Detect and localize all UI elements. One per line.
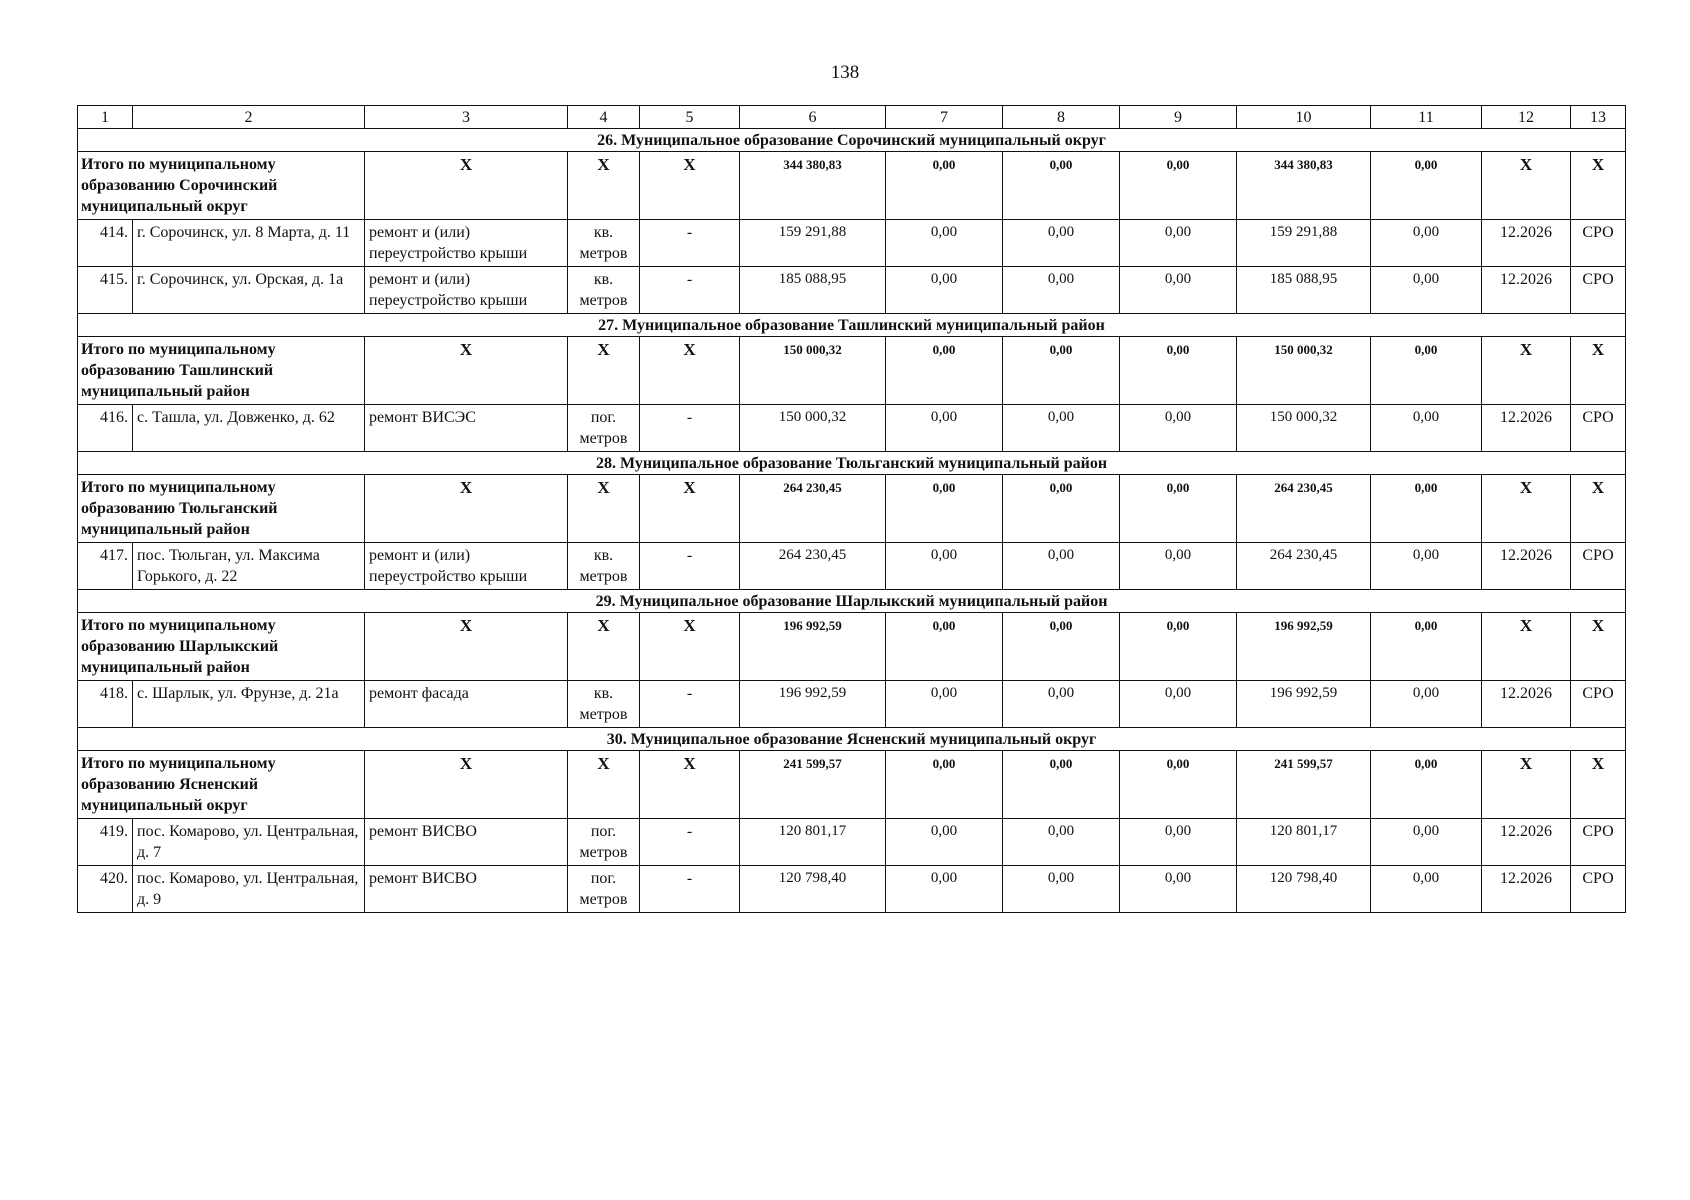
- method: СРО: [1571, 267, 1626, 314]
- total-c7: 0,00: [886, 613, 1003, 681]
- address: г. Сорочинск, ул. Орская, д. 1а: [133, 267, 365, 314]
- amount-c6: 120 801,17: [740, 819, 886, 866]
- section-title: 28. Муниципальное образование Тюльганский муниципальный район: [78, 452, 1626, 475]
- total-c5: Х: [640, 751, 740, 819]
- total-c12: Х: [1482, 613, 1571, 681]
- table-row: [78, 405, 1626, 452]
- total-c12: Х: [1482, 152, 1571, 220]
- total-c3: Х: [365, 152, 568, 220]
- unit: кв. метров: [568, 681, 640, 728]
- total-c10: 344 380,83: [1237, 152, 1371, 220]
- repair-program-table: [77, 105, 1626, 913]
- total-c8: 0,00: [1003, 152, 1120, 220]
- total-c6: 344 380,83: [740, 152, 886, 220]
- table-row: [78, 681, 1626, 728]
- total-c7: 0,00: [886, 337, 1003, 405]
- total-c11: 0,00: [1371, 337, 1482, 405]
- total-c9: 0,00: [1120, 475, 1237, 543]
- deadline: 12.2026: [1482, 405, 1571, 452]
- amount-c11: 0,00: [1371, 405, 1482, 452]
- work-type: ремонт и (или) переустройство крыши: [365, 267, 568, 314]
- total-c9: 0,00: [1120, 337, 1237, 405]
- amount-c7: 0,00: [886, 543, 1003, 590]
- total-c10: 264 230,45: [1237, 475, 1371, 543]
- col-5: -: [640, 681, 740, 728]
- method: СРО: [1571, 220, 1626, 267]
- amount-c8: 0,00: [1003, 267, 1120, 314]
- total-c7: 0,00: [886, 152, 1003, 220]
- address: пос. Комарово, ул. Центральная, д. 7: [133, 819, 365, 866]
- section-total-row: [78, 751, 1626, 819]
- deadline: 12.2026: [1482, 220, 1571, 267]
- amount-c8: 0,00: [1003, 405, 1120, 452]
- col-5: -: [640, 543, 740, 590]
- amount-c7: 0,00: [886, 866, 1003, 913]
- section-header-row: [78, 129, 1626, 152]
- total-c7: 0,00: [886, 751, 1003, 819]
- section-header-row: [78, 728, 1626, 751]
- amount-c6: 264 230,45: [740, 543, 886, 590]
- amount-c7: 0,00: [886, 267, 1003, 314]
- address: пос. Комарово, ул. Центральная, д. 9: [133, 866, 365, 913]
- method: СРО: [1571, 543, 1626, 590]
- amount-c9: 0,00: [1120, 543, 1237, 590]
- total-c4: Х: [568, 613, 640, 681]
- total-c11: 0,00: [1371, 475, 1482, 543]
- column-number: 1: [78, 106, 133, 129]
- total-c8: 0,00: [1003, 751, 1120, 819]
- column-number: 8: [1003, 106, 1120, 129]
- unit: кв. метров: [568, 220, 640, 267]
- column-number: 4: [568, 106, 640, 129]
- method: СРО: [1571, 405, 1626, 452]
- total-c5: Х: [640, 613, 740, 681]
- total-c3: Х: [365, 751, 568, 819]
- row-number: 416.: [78, 405, 133, 452]
- amount-c7: 0,00: [886, 681, 1003, 728]
- total-label: Итого по муниципальному образованию Ташлинский муниципальный район: [78, 337, 365, 405]
- amount-c7: 0,00: [886, 220, 1003, 267]
- row-number: 414.: [78, 220, 133, 267]
- amount-c10: 150 000,32: [1237, 405, 1371, 452]
- amount-c11: 0,00: [1371, 681, 1482, 728]
- work-type: ремонт фасада: [365, 681, 568, 728]
- col-5: -: [640, 220, 740, 267]
- total-c4: Х: [568, 152, 640, 220]
- amount-c9: 0,00: [1120, 681, 1237, 728]
- amount-c7: 0,00: [886, 819, 1003, 866]
- total-c5: Х: [640, 475, 740, 543]
- total-c4: Х: [568, 475, 640, 543]
- total-c7: 0,00: [886, 475, 1003, 543]
- total-c10: 241 599,57: [1237, 751, 1371, 819]
- column-number: 10: [1237, 106, 1371, 129]
- amount-c11: 0,00: [1371, 267, 1482, 314]
- work-type: ремонт и (или) переустройство крыши: [365, 220, 568, 267]
- amount-c6: 150 000,32: [740, 405, 886, 452]
- row-number: 415.: [78, 267, 133, 314]
- amount-c10: 185 088,95: [1237, 267, 1371, 314]
- amount-c7: 0,00: [886, 405, 1003, 452]
- section-total-row: [78, 337, 1626, 405]
- table-row: [78, 267, 1626, 314]
- col-5: -: [640, 267, 740, 314]
- amount-c8: 0,00: [1003, 866, 1120, 913]
- total-c11: 0,00: [1371, 613, 1482, 681]
- amount-c10: 159 291,88: [1237, 220, 1371, 267]
- col-5: -: [640, 405, 740, 452]
- amount-c9: 0,00: [1120, 220, 1237, 267]
- table-row: [78, 819, 1626, 866]
- row-number: 418.: [78, 681, 133, 728]
- section-total-row: [78, 475, 1626, 543]
- address: с. Ташла, ул. Довженко, д. 62: [133, 405, 365, 452]
- unit: кв. метров: [568, 543, 640, 590]
- deadline: 12.2026: [1482, 267, 1571, 314]
- amount-c8: 0,00: [1003, 819, 1120, 866]
- row-number: 419.: [78, 819, 133, 866]
- total-c5: Х: [640, 337, 740, 405]
- column-number: 6: [740, 106, 886, 129]
- deadline: 12.2026: [1482, 819, 1571, 866]
- section-header-row: [78, 314, 1626, 337]
- work-type: ремонт ВИСВО: [365, 819, 568, 866]
- column-number: 13: [1571, 106, 1626, 129]
- col-5: -: [640, 819, 740, 866]
- amount-c11: 0,00: [1371, 543, 1482, 590]
- amount-c8: 0,00: [1003, 681, 1120, 728]
- total-c11: 0,00: [1371, 751, 1482, 819]
- deadline: 12.2026: [1482, 681, 1571, 728]
- total-c3: Х: [365, 613, 568, 681]
- amount-c9: 0,00: [1120, 405, 1237, 452]
- total-c9: 0,00: [1120, 613, 1237, 681]
- column-number: 3: [365, 106, 568, 129]
- column-number-row: [78, 106, 1626, 129]
- total-c5: Х: [640, 152, 740, 220]
- amount-c10: 196 992,59: [1237, 681, 1371, 728]
- amount-c9: 0,00: [1120, 866, 1237, 913]
- unit: пог. метров: [568, 866, 640, 913]
- total-c4: Х: [568, 751, 640, 819]
- amount-c8: 0,00: [1003, 220, 1120, 267]
- work-type: ремонт ВИСЭС: [365, 405, 568, 452]
- table-row: [78, 866, 1626, 913]
- amount-c6: 196 992,59: [740, 681, 886, 728]
- unit: пог. метров: [568, 819, 640, 866]
- section-title: 29. Муниципальное образование Шарлыкский муниципальный район: [78, 590, 1626, 613]
- amount-c11: 0,00: [1371, 866, 1482, 913]
- unit: кв. метров: [568, 267, 640, 314]
- total-c13: Х: [1571, 475, 1626, 543]
- total-c11: 0,00: [1371, 152, 1482, 220]
- total-c8: 0,00: [1003, 337, 1120, 405]
- row-number: 420.: [78, 866, 133, 913]
- section-header-row: [78, 452, 1626, 475]
- total-c10: 196 992,59: [1237, 613, 1371, 681]
- table-row: [78, 220, 1626, 267]
- amount-c8: 0,00: [1003, 543, 1120, 590]
- total-c9: 0,00: [1120, 152, 1237, 220]
- table-row: [78, 543, 1626, 590]
- total-c12: Х: [1482, 337, 1571, 405]
- amount-c6: 120 798,40: [740, 866, 886, 913]
- amount-c9: 0,00: [1120, 267, 1237, 314]
- total-c12: Х: [1482, 751, 1571, 819]
- column-number: 2: [133, 106, 365, 129]
- amount-c10: 264 230,45: [1237, 543, 1371, 590]
- amount-c10: 120 801,17: [1237, 819, 1371, 866]
- amount-c9: 0,00: [1120, 819, 1237, 866]
- total-label: Итого по муниципальному образованию Шарлыкский муниципальный район: [78, 613, 365, 681]
- deadline: 12.2026: [1482, 543, 1571, 590]
- total-label: Итого по муниципальному образованию Сорочинский муниципальный округ: [78, 152, 365, 220]
- amount-c11: 0,00: [1371, 220, 1482, 267]
- total-c6: 241 599,57: [740, 751, 886, 819]
- col-5: -: [640, 866, 740, 913]
- page-number: 138: [830, 62, 860, 83]
- address: г. Сорочинск, ул. 8 Марта, д. 11: [133, 220, 365, 267]
- amount-c6: 185 088,95: [740, 267, 886, 314]
- amount-c6: 159 291,88: [740, 220, 886, 267]
- section-header-row: [78, 590, 1626, 613]
- method: СРО: [1571, 819, 1626, 866]
- total-c10: 150 000,32: [1237, 337, 1371, 405]
- total-c4: Х: [568, 337, 640, 405]
- work-type: ремонт ВИСВО: [365, 866, 568, 913]
- total-c12: Х: [1482, 475, 1571, 543]
- work-type: ремонт и (или) переустройство крыши: [365, 543, 568, 590]
- total-c13: Х: [1571, 152, 1626, 220]
- total-c3: Х: [365, 475, 568, 543]
- total-c13: Х: [1571, 613, 1626, 681]
- column-number: 11: [1371, 106, 1482, 129]
- address: с. Шарлык, ул. Фрунзе, д. 21а: [133, 681, 365, 728]
- section-total-row: [78, 152, 1626, 220]
- column-number: 12: [1482, 106, 1571, 129]
- section-title: 30. Муниципальное образование Ясненский муниципальный округ: [78, 728, 1626, 751]
- method: СРО: [1571, 866, 1626, 913]
- column-number: 7: [886, 106, 1003, 129]
- row-number: 417.: [78, 543, 133, 590]
- unit: пог. метров: [568, 405, 640, 452]
- section-title: 27. Муниципальное образование Ташлинский муниципальный район: [78, 314, 1626, 337]
- column-number: 5: [640, 106, 740, 129]
- total-c13: Х: [1571, 337, 1626, 405]
- total-label: Итого по муниципальному образованию Ясненский муниципальный округ: [78, 751, 365, 819]
- total-c3: Х: [365, 337, 568, 405]
- total-c8: 0,00: [1003, 475, 1120, 543]
- deadline: 12.2026: [1482, 866, 1571, 913]
- address: пос. Тюльган, ул. Максима Горького, д. 22: [133, 543, 365, 590]
- amount-c10: 120 798,40: [1237, 866, 1371, 913]
- total-c6: 264 230,45: [740, 475, 886, 543]
- section-title: 26. Муниципальное образование Сорочинский муниципальный округ: [78, 129, 1626, 152]
- amount-c11: 0,00: [1371, 819, 1482, 866]
- total-c9: 0,00: [1120, 751, 1237, 819]
- total-c6: 196 992,59: [740, 613, 886, 681]
- total-label: Итого по муниципальному образованию Тюльганский муниципальный район: [78, 475, 365, 543]
- section-total-row: [78, 613, 1626, 681]
- total-c13: Х: [1571, 751, 1626, 819]
- method: СРО: [1571, 681, 1626, 728]
- total-c8: 0,00: [1003, 613, 1120, 681]
- column-number: 9: [1120, 106, 1237, 129]
- total-c6: 150 000,32: [740, 337, 886, 405]
